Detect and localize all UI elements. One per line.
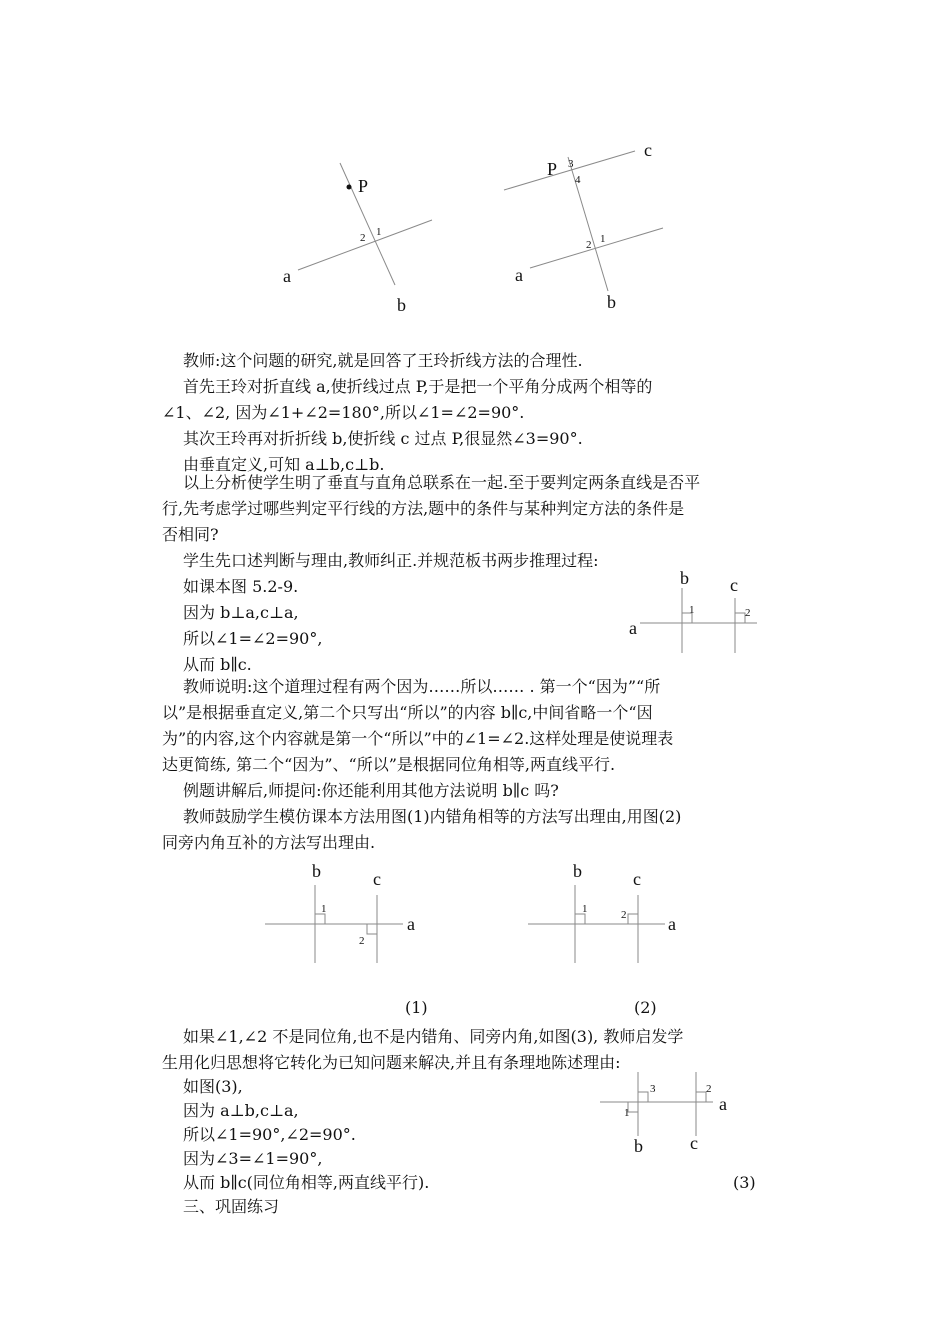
right-angle-1 bbox=[575, 914, 585, 924]
text-line-18: 例题讲解后,师提问:你还能利用其他方法说明 b∥c 吗? bbox=[183, 781, 559, 800]
text-line-7: 行,先考虑学过哪些判定平行线的方法,题中的条件与某种判定方法的条件是 bbox=[162, 499, 685, 518]
text-line-26: 因为∠3=∠1=90°, bbox=[183, 1149, 323, 1168]
text-line-28: 三、巩固练习 bbox=[183, 1197, 280, 1216]
text-line-24: 因为 a⊥b,c⊥a, bbox=[183, 1101, 299, 1120]
text-line-15: 以”是根据垂直定义,第二个只写出“所以”的内容 b∥c,中间省略一个“因 bbox=[162, 703, 653, 722]
right-angle-2 bbox=[628, 914, 638, 924]
angle-1: 1 bbox=[321, 903, 327, 915]
text-line-12: 所以∠1=∠2=90°, bbox=[183, 629, 323, 648]
figure-3 bbox=[590, 1070, 740, 1160]
angle-2: 2 bbox=[360, 232, 366, 244]
angle-1: 1 bbox=[624, 1107, 630, 1119]
right-angle-2 bbox=[735, 613, 745, 623]
right-angle-2 bbox=[696, 1092, 706, 1102]
angle-4: 4 bbox=[575, 174, 581, 186]
angle-2: 2 bbox=[621, 909, 627, 921]
label-a: a bbox=[668, 914, 676, 934]
label-c: c bbox=[690, 1133, 698, 1153]
text-line-21: 如果∠1,∠2 不是同位角,也不是内错角、同旁内角,如图(3), 教师启发学 bbox=[183, 1027, 684, 1046]
text-line-20: 同旁内角互补的方法写出理由. bbox=[162, 833, 376, 852]
label-b: b bbox=[634, 1136, 643, 1156]
label-c: c bbox=[730, 575, 738, 595]
label-b: b bbox=[397, 295, 406, 315]
angle-1: 1 bbox=[582, 903, 588, 915]
text-line-14: 教师说明:这个道理过程有两个因为……所以…… . 第一个“因为”“所 bbox=[183, 677, 661, 696]
text-line-11: 因为 b⊥a,c⊥a, bbox=[183, 603, 299, 622]
line-c bbox=[504, 151, 635, 190]
angle-2: 2 bbox=[745, 607, 751, 619]
line-a bbox=[298, 220, 432, 270]
text-line-8: 否相同? bbox=[162, 525, 219, 544]
label-b: b bbox=[312, 861, 321, 881]
text-line-5: 由垂直定义,可知 a⊥b,c⊥b. bbox=[183, 455, 385, 474]
label-p: P bbox=[547, 159, 558, 179]
text-line-1: 教师:这个问题的研究,就是回答了王玲折线方法的合理性. bbox=[183, 351, 583, 370]
right-angle-1 bbox=[628, 1102, 638, 1112]
label-a: a bbox=[719, 1094, 727, 1114]
text-line-27: 从而 b∥c(同位角相等,两直线平行). bbox=[183, 1173, 430, 1192]
label-a: a bbox=[515, 265, 523, 285]
label-a: a bbox=[629, 618, 637, 638]
text-line-13: 从而 b∥c. bbox=[183, 655, 252, 674]
text-line-4: 其次王玲再对折折线 b,使折线 c 过点 P,很显然∠3=90°. bbox=[183, 429, 583, 448]
label-b: b bbox=[573, 861, 582, 881]
line-b bbox=[568, 157, 608, 291]
text-line-22: 生用化归思想将它转化为已知问题来解决,并且有条理地陈述理由: bbox=[162, 1053, 621, 1072]
line-a bbox=[530, 228, 663, 268]
label-c: c bbox=[633, 869, 641, 889]
text-line-25: 所以∠1=90°,∠2=90°. bbox=[183, 1125, 356, 1144]
figure-2 bbox=[520, 855, 695, 970]
label-a: a bbox=[407, 914, 415, 934]
angle-1: 1 bbox=[376, 226, 382, 238]
angle-1: 1 bbox=[689, 604, 695, 616]
figure-example bbox=[625, 568, 765, 658]
angle-2: 2 bbox=[706, 1083, 712, 1095]
angle-3: 3 bbox=[650, 1083, 656, 1095]
text-line-10: 如课本图 5.2-9. bbox=[183, 577, 299, 596]
figure-top-right bbox=[500, 135, 675, 315]
right-angle-1 bbox=[315, 914, 325, 924]
figure-1 bbox=[255, 855, 430, 970]
point-p-dot bbox=[347, 185, 352, 190]
text-line-6: 以上分析使学生明了垂直与直角总联系在一起.至于要判定两条直线是否平 bbox=[183, 473, 701, 492]
right-angle-3 bbox=[638, 1092, 648, 1102]
angle-3: 3 bbox=[568, 158, 574, 170]
right-angle-2 bbox=[367, 924, 377, 934]
figure-top-left bbox=[270, 155, 460, 320]
label-c: c bbox=[373, 869, 381, 889]
label-p: P bbox=[358, 176, 369, 196]
label-c: c bbox=[644, 140, 652, 160]
label-b: b bbox=[680, 568, 689, 588]
text-line-16: 为”的内容,这个内容就是第一个“所以”中的∠1=∠2.这样处理是使说理表 bbox=[162, 729, 674, 748]
label-a: a bbox=[283, 266, 291, 286]
text-line-23: 如图(3), bbox=[183, 1077, 243, 1096]
text-line-17: 达更简练, 第二个“因为”、“所以”是根据同位角相等,两直线平行. bbox=[162, 755, 616, 774]
caption-fig2: (2) bbox=[634, 998, 657, 1017]
text-line-3: ∠1、∠2, 因为∠1+∠2=180°,所以∠1=∠2=90°. bbox=[162, 403, 525, 422]
text-line-2: 首先王玲对折直线 a,使折线过点 P,于是把一个平角分成两个相等的 bbox=[183, 377, 653, 396]
angle-1: 1 bbox=[600, 233, 606, 245]
label-b: b bbox=[607, 292, 616, 312]
text-line-19: 教师鼓励学生模仿课本方法用图(1)内错角相等的方法写出理由,用图(2) bbox=[183, 807, 682, 826]
angle-2: 2 bbox=[359, 935, 365, 947]
caption-fig1: (1) bbox=[405, 998, 428, 1017]
text-line-9: 学生先口述判断与理由,教师纠正.并规范板书两步推理过程: bbox=[183, 551, 599, 570]
angle-2: 2 bbox=[586, 239, 592, 251]
caption-fig3: (3) bbox=[733, 1173, 756, 1192]
